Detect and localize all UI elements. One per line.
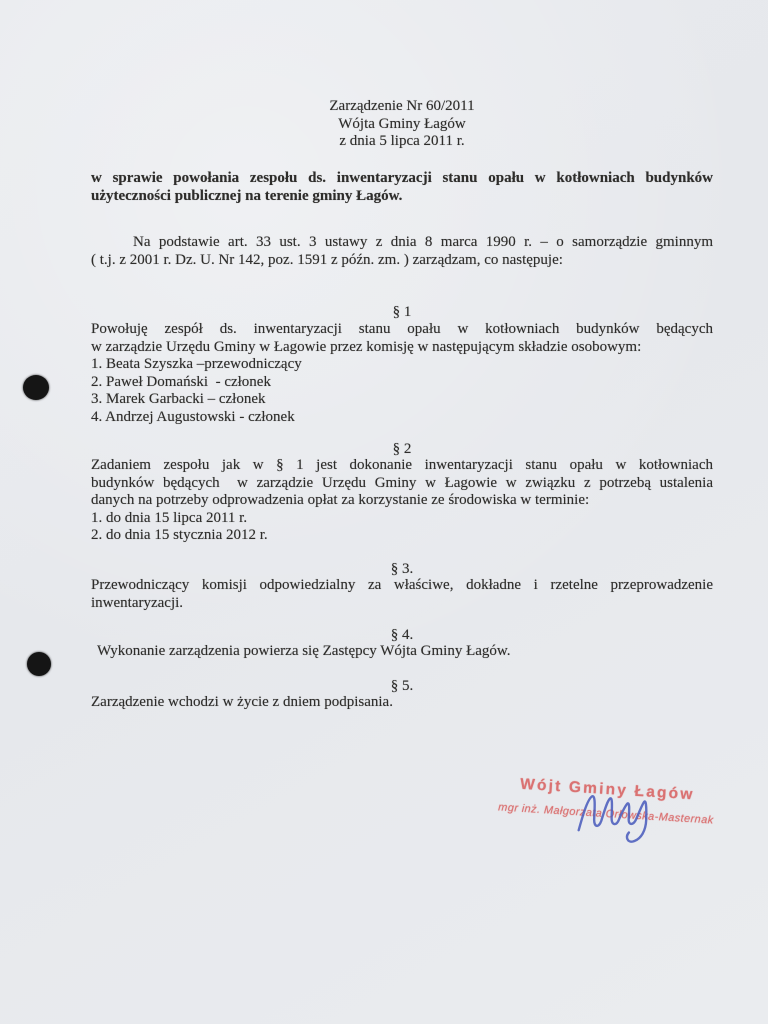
section-body-1 [91,321,713,426]
committee-member-item: 3. Marek Garbacki – członek [91,391,266,407]
stamp-signer-name: mgr inż. Małgorzata Orłowska-Masternak [497,801,714,827]
section-line: Wykonanie zarządzenia powierza się Zastępcy Wójta Gminy Łagów. [97,643,511,659]
section-line: inwentaryzacji. [91,594,184,611]
document-title [91,98,713,151]
section-line: Zarządzenie wchodzi w życie z dniem podpisania. [91,694,393,710]
legal-basis-paragraph [91,234,713,269]
committee-member-item: 2. Paweł Domański - członek [91,373,271,390]
section-heading-1: § 1 [392,304,412,320]
section-line: Powołuję zespół ds. inwentaryzacji stanu opału w kotłowniach budynków będących [91,321,713,337]
intro-line: Na podstawie art. 33 ust. 3 ustawy z dnia 8 marca 1990 r. – o samorządzie gminnym [133,234,713,250]
section-line: danych na potrzeby odprowadzenia opłat za korzystanie ze środowiska w terminie: [91,492,590,508]
signature-stroke [577,793,648,844]
section-line: w zarządzie Urzędu Gminy w Łagowie przez komisję w następującym składzie osobowym: [91,338,642,355]
section-line: Zadaniem zespołu jak w § 1 jest dokonanie inwentaryzacji stanu opału w kotłowniach [91,457,713,473]
deadline-item: 1. do dnia 15 lipca 2011 r. [91,509,248,526]
title-line: Wójta Gminy Łagów [338,115,466,132]
subject-line: w sprawie powołania zespołu ds. inwentaryzacji stanu opału w kotłowniach budynków [91,170,713,186]
hole-punch-mark [27,652,51,676]
section-heading-3: § 3. [390,561,414,577]
committee-member-item: 1. Beata Szyszka –przewodniczący [91,356,302,372]
section-line: budynków będących w zarządzie Urzędu Gminy w Łagowie w związku z potrzebą ustalenia [91,474,713,491]
hole-punch-mark [23,375,49,400]
stamp-title: Wójt Gminy Łagów [519,775,696,804]
intro-line: ( t.j. z 2001 r. Dz. U. Nr 142, poz. 1591 z późn. zm. ) zarządzam, co następuje: [91,251,563,268]
section-heading-2: § 2 [392,441,412,457]
section-body-4 [91,643,713,661]
section-heading-4: § 4. [390,627,414,643]
section-body-3 [91,577,713,612]
section-body-5 [91,694,713,712]
deadline-item: 2. do dnia 15 stycznia 2012 r. [91,527,268,543]
title-line: z dnia 5 lipca 2011 r. [339,133,465,149]
section-heading-5: § 5. [390,678,414,694]
title-line: Zarządzenie Nr 60/2011 [329,98,475,114]
subject-line: użyteczności publicznej na terenie gminy Łagów. [91,187,403,204]
section-line: Przewodniczący komisji odpowiedzialny za właściwe, dokładne i rzetelne przeprowadzenie [91,577,713,593]
document-subject [91,170,713,205]
section-body-2 [91,457,713,545]
handwritten-signature [571,786,670,847]
committee-member-item: 4. Andrzej Augustowski - członek [91,408,295,425]
